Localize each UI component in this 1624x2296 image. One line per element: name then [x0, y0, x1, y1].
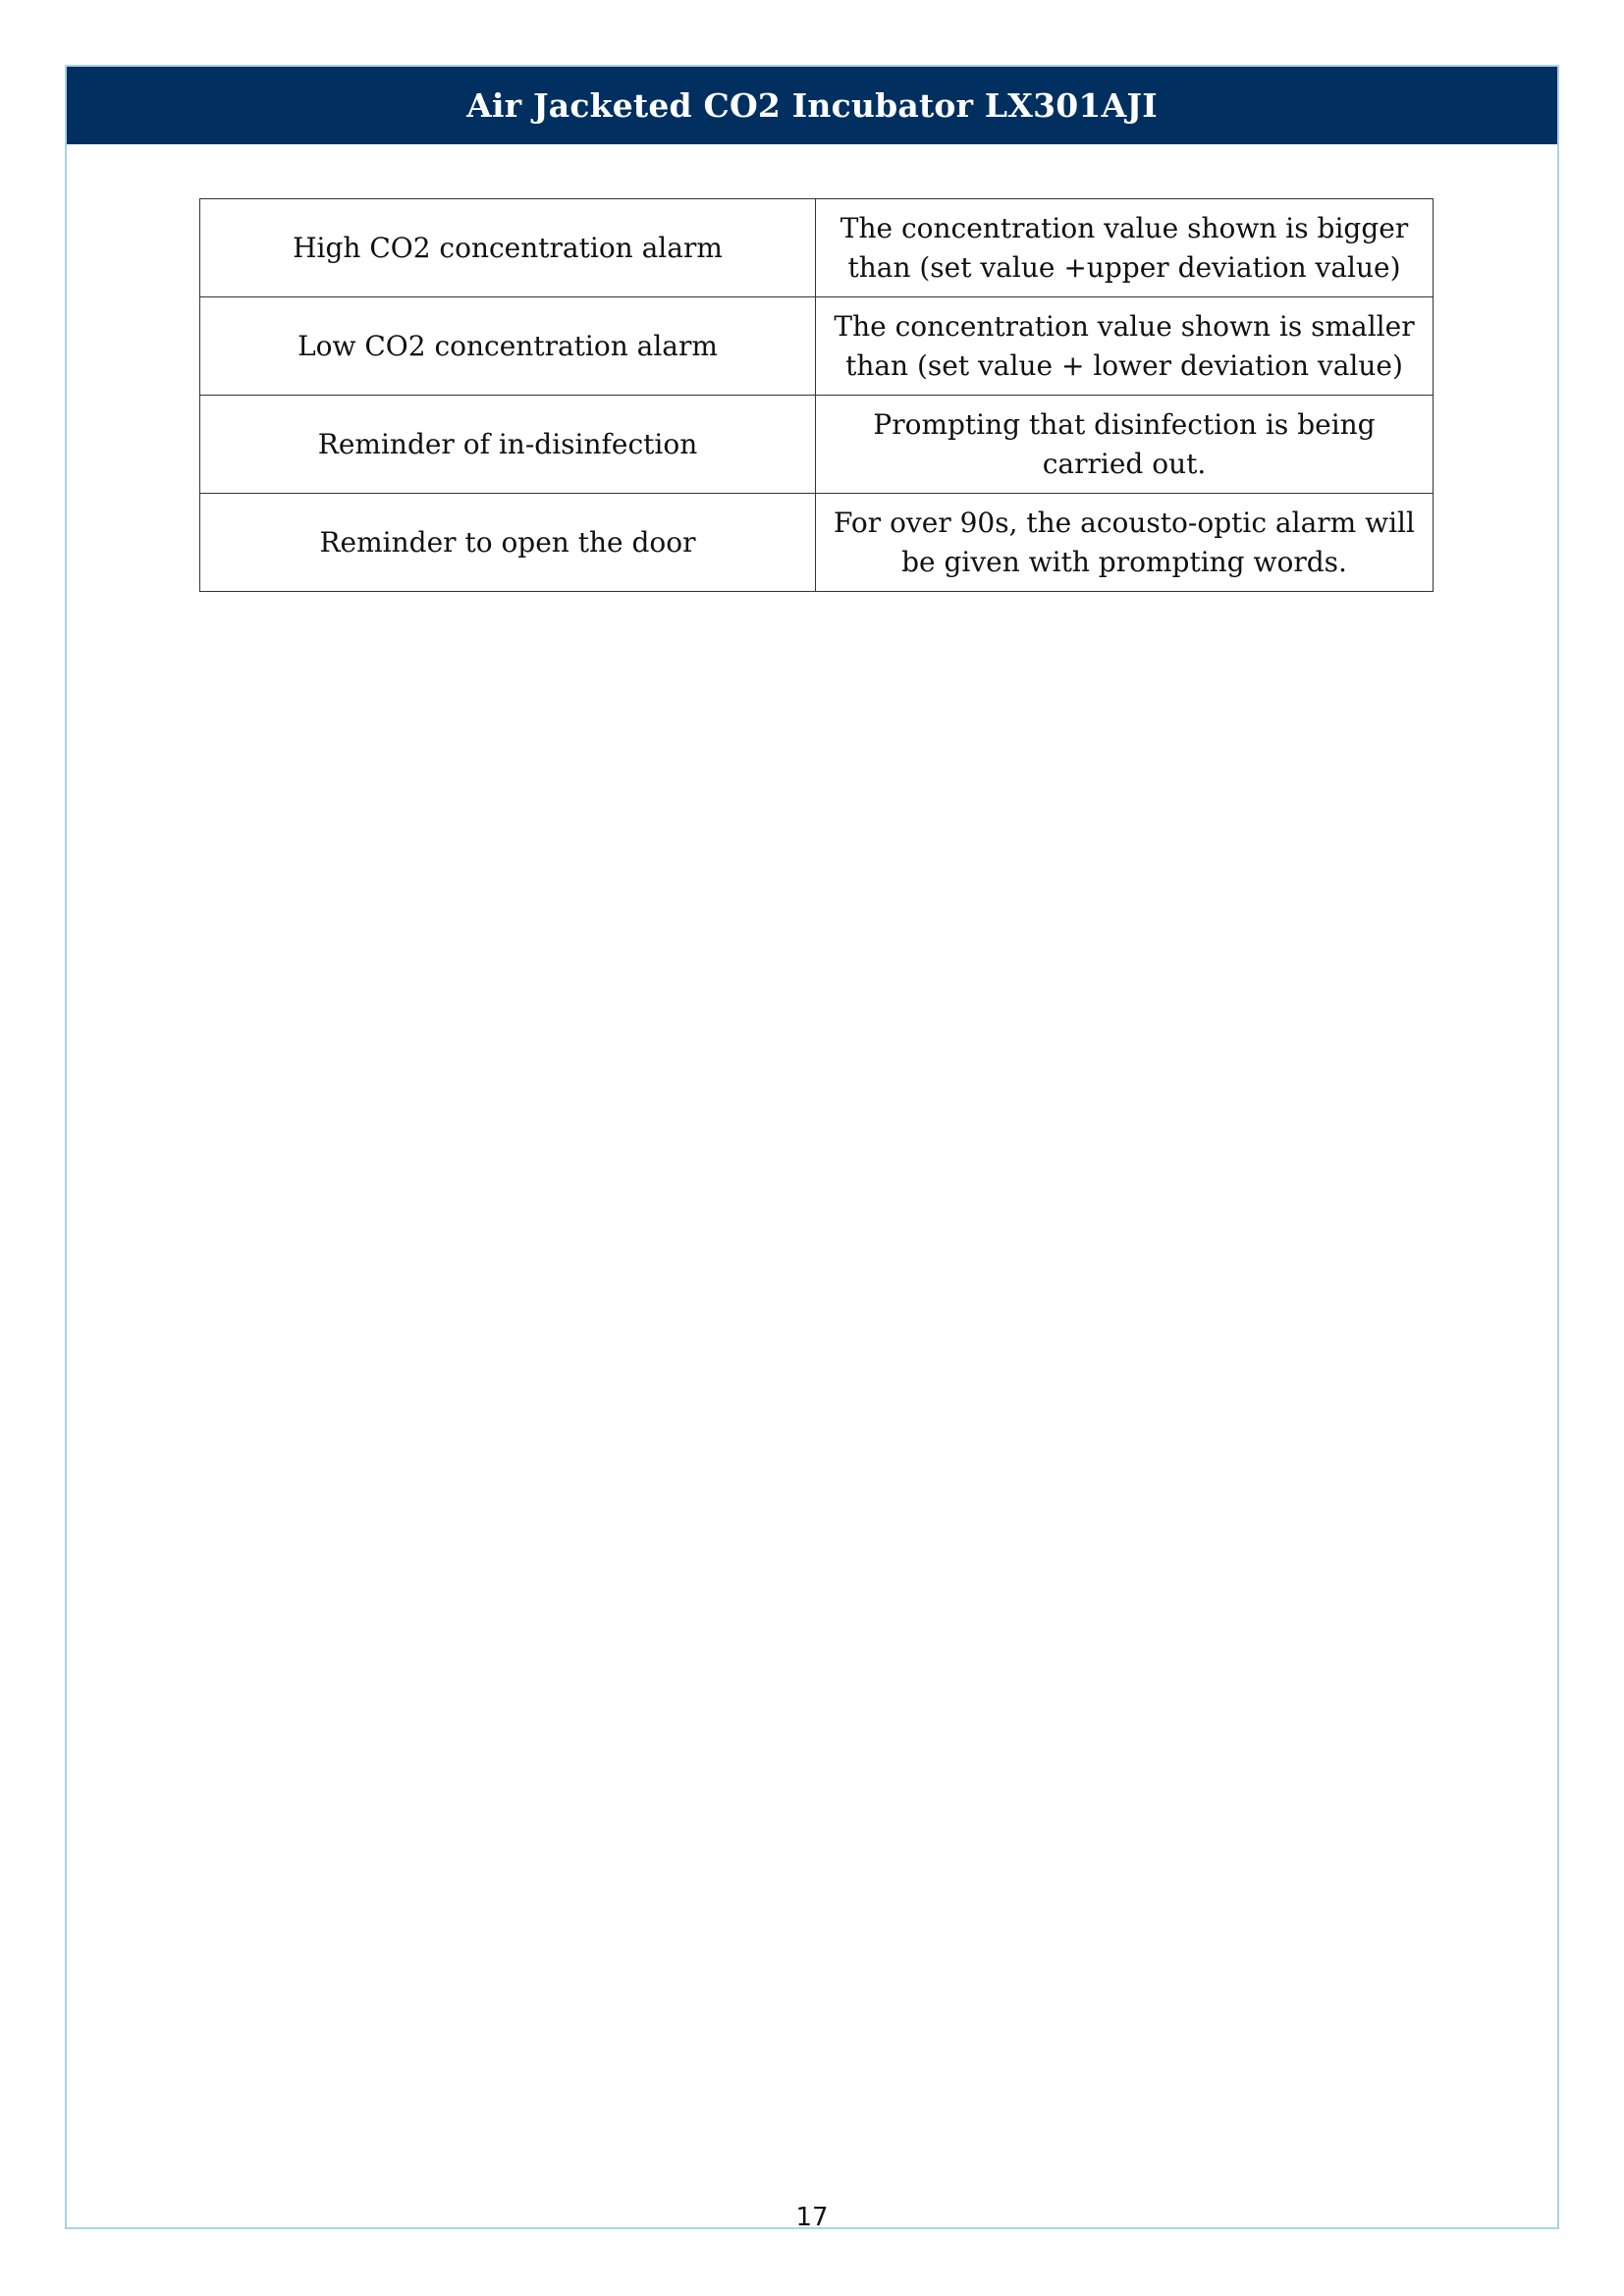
page-frame	[65, 65, 1559, 2232]
alarm-table	[199, 198, 1434, 592]
alarm-name-cell: Low CO2 concentration alarm	[200, 297, 816, 396]
table-row	[200, 297, 1434, 396]
document-title: Air Jacketed CO2 Incubator LX301AJI	[466, 86, 1158, 125]
alarm-description-cell: The concentration value shown is bigger than (set value +upper deviation value)	[816, 199, 1434, 297]
page-number: 17	[795, 2203, 829, 2232]
alarm-name-cell: Reminder of in-disinfection	[200, 396, 816, 494]
alarm-description-cell: For over 90s, the acousto-optic alarm will be given with prompting words.	[816, 494, 1434, 592]
alarm-description-cell: The concentration value shown is smaller than (set value + lower deviation value)	[816, 297, 1434, 396]
alarm-description-cell: Prompting that disinfection is being carried out.	[816, 396, 1434, 494]
alarm-name-cell: Reminder to open the door	[200, 494, 816, 592]
table-row	[200, 396, 1434, 494]
table-row	[200, 199, 1434, 297]
header-bar	[67, 67, 1557, 144]
table-row	[200, 494, 1434, 592]
alarm-name-cell: High CO2 concentration alarm	[200, 199, 816, 297]
